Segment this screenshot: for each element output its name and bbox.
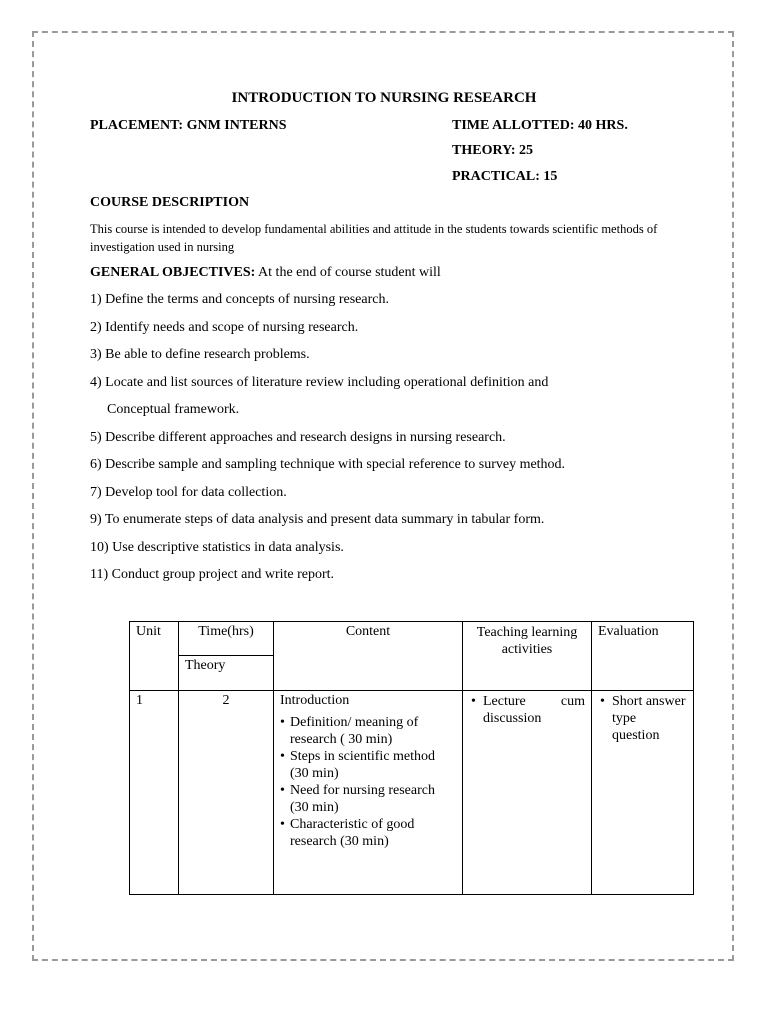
cell-unit: 1 — [130, 691, 179, 895]
list-item: • Short answer type question — [598, 693, 687, 744]
general-objectives-label: GENERAL OBJECTIVES: — [90, 265, 256, 280]
list-item: • Characteristic of good research (30 min) — [280, 816, 456, 850]
objective-item: 4) Locate and list sources of literature review including operational definition and — [90, 375, 549, 390]
objective-item: 11) Conduct group project and write report. — [90, 567, 335, 582]
course-description-text: This course is intended to develop fundamental abilities and attitude in the students towards scientific methods of investigation used in nursing — [90, 222, 658, 254]
cell-teaching — [463, 691, 592, 895]
content-list — [280, 714, 456, 850]
objective-item: 9) To enumerate steps of data analysis and present data summary in tabular form. — [90, 512, 545, 527]
objective-item: 1) Define the terms and concepts of nursing research. — [90, 292, 389, 307]
objective-item: 2) Identify needs and scope of nursing research. — [90, 320, 359, 335]
objective-item: 10) Use descriptive statistics in data analysis. — [90, 540, 344, 555]
header-time: Time(hrs) — [179, 622, 274, 656]
practical-hours-label: PRACTICAL: 15 — [452, 169, 558, 184]
list-item: • Need for nursing research (30 min) — [280, 782, 456, 816]
document-title: INTRODUCTION TO NURSING RESEARCH — [231, 90, 537, 106]
header-evaluation: Evaluation — [592, 622, 694, 691]
time-allotted-label: TIME ALLOTTED: 40 HRS. — [452, 118, 628, 133]
teaching-list — [469, 693, 585, 727]
table-row — [130, 691, 694, 895]
header-unit: Unit — [130, 622, 179, 691]
theory-hours-label: THEORY: 25 — [452, 143, 534, 158]
general-objectives — [90, 265, 441, 281]
evaluation-list — [598, 693, 687, 744]
course-description-heading: COURSE DESCRIPTION — [90, 195, 250, 210]
objective-item: 3) Be able to define research problems. — [90, 347, 310, 362]
header-teaching: Teaching learning activities — [463, 622, 592, 691]
header-theory: Theory — [179, 656, 274, 691]
objective-item: 7) Develop tool for data collection. — [90, 485, 287, 500]
table-header-row — [130, 622, 694, 656]
header-content: Content — [274, 622, 463, 691]
cell-time: 2 — [179, 691, 274, 895]
content-title: Introduction — [280, 693, 350, 708]
list-item: • Lecture cum discussion — [469, 693, 585, 727]
objective-item: 6) Describe sample and sampling technique with special reference to survey method. — [90, 457, 566, 472]
list-item: • Steps in scientific method (30 min) — [280, 748, 456, 782]
general-objectives-intro: At the end of course student will — [255, 265, 441, 280]
list-item: • Definition/ meaning of research ( 30 min) — [280, 714, 456, 748]
unit-table — [129, 621, 694, 895]
objective-item: 5) Describe different approaches and research designs in nursing research. — [90, 430, 506, 445]
cell-evaluation — [592, 691, 694, 895]
placement-label: PLACEMENT: GNM INTERNS — [90, 118, 287, 133]
cell-content — [274, 691, 463, 895]
objective-item-continuation: Conceptual framework. — [107, 402, 240, 417]
